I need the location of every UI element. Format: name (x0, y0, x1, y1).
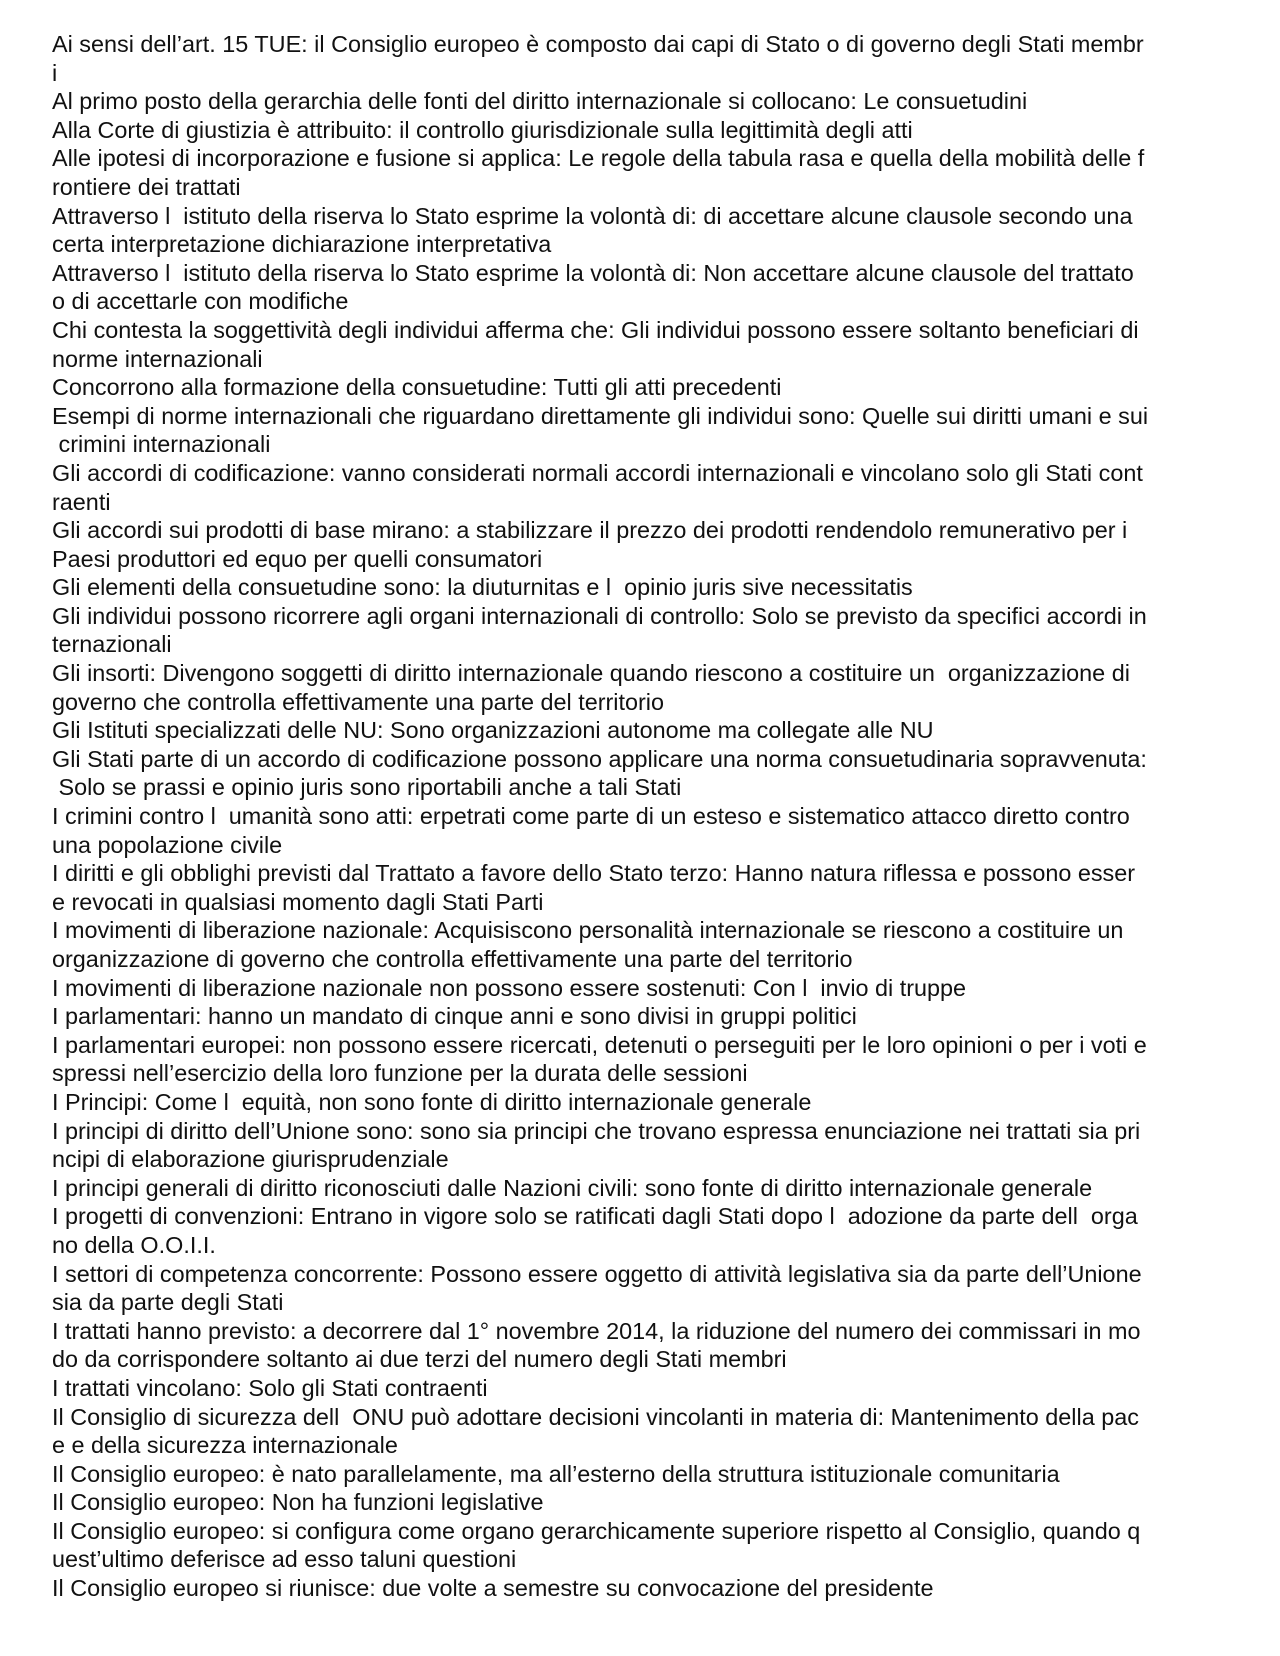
text-line: Solo se prassi e opinio juris sono riportabili anche a tali Stati (52, 774, 682, 801)
text-line: Alle ipotesi di incorporazione e fusione si applica: Le regole della tabula rasa e quella della mobilità delle f (52, 145, 1145, 172)
text-line: I parlamentari europei: non possono essere ricercati, detenuti o perseguiti per le loro opinioni o per i voti e (52, 1031, 1147, 1058)
text-line: Il Consiglio europeo: è nato parallelamente, ma all’esterno della struttura istituzionale comunitaria (52, 1460, 1060, 1487)
text-line: ncipi di elaborazione giurisprudenziale (52, 1146, 449, 1173)
text-line: Il Consiglio di sicurezza dell ONU può adottare decisioni vincolanti in materia di: Mantenimento della pac (52, 1403, 1139, 1430)
text-line: sia da parte degli Stati (52, 1289, 284, 1316)
text-line: I principi di diritto dell’Unione sono: sono sia principi che trovano espressa enunciazione nei trattati sia pri (52, 1117, 1141, 1144)
text-line: I principi generali di diritto riconosciuti dalle Nazioni civili: sono fonte di diritto internazionale generale (52, 1174, 1093, 1201)
text-line: governo che controlla effettivamente una parte del territorio (52, 688, 664, 715)
text-line: I movimenti di liberazione nazionale non possono essere sostenuti: Con l invio di truppe (52, 974, 967, 1001)
text-line: Al primo posto della gerarchia delle fonti del diritto internazionale si collocano: Le consuetudini (52, 88, 1028, 115)
text-line: Gli accordi di codificazione: vanno considerati normali accordi internazionali e vincolano solo gli Stati cont (52, 459, 1143, 486)
text-line: organizzazione di governo che controlla effettivamente una parte del territorio (52, 946, 853, 972)
text-line: i (52, 59, 58, 86)
text-line: rontiere dei trattati (52, 173, 241, 200)
text-line: I crimini contro l umanità sono atti: erpetrati come parte di un esteso e sistematico attacco diretto contro (52, 803, 1130, 830)
text-line: Esempi di norme internazionali che riguardano direttamente gli individui sono: Quelle sui diritti umani e sui (52, 402, 1149, 429)
text-line: Attraverso l istituto della riserva lo Stato esprime la volontà di: Non accettare alcune clausole del trattato (52, 259, 1134, 286)
text-line: o di accettarle con modifiche (52, 288, 349, 315)
text-line: no della O.O.I.I. (52, 1231, 216, 1258)
text-line: I settori di competenza concorrente: Possono essere oggetto di attività legislativa sia da parte dell’Unione (52, 1260, 1142, 1287)
text-line: I movimenti di liberazione nazionale: Acquisiscono personalità internazionale se riescono a costituire un (52, 917, 1124, 944)
text-line: e revocati in qualsiasi momento dagli Stati Parti (52, 888, 544, 915)
text-line: Paesi produttori ed equo per quelli consumatori (52, 545, 543, 572)
text-line: I trattati vincolano: Solo gli Stati contraenti (52, 1374, 488, 1401)
text-line: Gli accordi sui prodotti di base mirano: a stabilizzare il prezzo dei prodotti rendendolo remunerativo per i (52, 517, 1128, 544)
text-line: raenti (52, 488, 111, 515)
text-line: I Principi: Come l equità, non sono fonte di diritto internazionale generale (52, 1088, 812, 1115)
text-line: I trattati hanno previsto: a decorrere dal 1° novembre 2014, la riduzione del numero dei commissari in mo (52, 1317, 1141, 1344)
text-line: I parlamentari: hanno un mandato di cinque anni e sono divisi in gruppi politici (52, 1003, 857, 1030)
text-line: Il Consiglio europeo: Non ha funzioni legislative (52, 1489, 544, 1516)
document-body (52, 30, 1230, 1603)
text-line: Chi contesta la soggettività degli individui afferma che: Gli individui possono essere soltanto beneficiari di (52, 316, 1139, 343)
text-line: I diritti e gli obblighi previsti dal Trattato a favore dello Stato terzo: Hanno natura riflessa e possono esser (52, 860, 1136, 887)
text-line: certa interpretazione dichiarazione interpretativa (52, 231, 552, 258)
text-line: Attraverso l istituto della riserva lo Stato esprime la volontà di: di accettare alcune clausole secondo una (52, 202, 1133, 229)
text-line: spressi nell’esercizio della loro funzione per la durata delle sessioni (52, 1060, 748, 1087)
text-line: uest’ultimo deferisce ad esso taluni questioni (52, 1546, 517, 1573)
text-line: Gli insorti: Divengono soggetti di diritto internazionale quando riescono a costituire un organizzazione di (52, 660, 1130, 687)
text-line: I progetti di convenzioni: Entrano in vigore solo se ratificati dagli Stati dopo l adozione da parte dell orga (52, 1203, 1138, 1230)
text-line: Gli Istituti specializzati delle NU: Sono organizzazioni autonome ma collegate alle NU (52, 717, 934, 744)
text-line: crimini internazionali (52, 431, 271, 458)
text-line: Alla Corte di giustizia è attribuito: il controllo giurisdizionale sulla legittimità degli atti (52, 116, 913, 143)
text-line: e e della sicurezza internazionale (52, 1432, 398, 1459)
text-line: do da corrispondere soltanto ai due terzi del numero degli Stati membri (52, 1346, 787, 1373)
text-line: una popolazione civile (52, 831, 283, 858)
text-line: Il Consiglio europeo: si configura come organo gerarchicamente superiore rispetto al Consiglio, quando q (52, 1517, 1141, 1544)
text-line: Il Consiglio europeo si riunisce: due volte a semestre su convocazione del presidente (52, 1575, 934, 1602)
text-line: Gli individui possono ricorrere agli organi internazionali di controllo: Solo se previsto da specifici accordi in (52, 602, 1147, 629)
text-line: Gli Stati parte di un accordo di codificazione possono applicare una norma consuetudinaria sopravvenuta: (52, 745, 1147, 772)
text-line: norme internazionali (52, 345, 263, 372)
text-line: Ai sensi dell’art. 15 TUE: il Consiglio europeo è composto dai capi di Stato o di governo degli Stati membr (52, 31, 1144, 57)
text-line: Gli elementi della consuetudine sono: la diuturnitas e l opinio juris sive necessitatis (52, 574, 913, 601)
text-line: ternazionali (52, 631, 172, 658)
text-line: Concorrono alla formazione della consuetudine: Tutti gli atti precedenti (52, 374, 782, 401)
